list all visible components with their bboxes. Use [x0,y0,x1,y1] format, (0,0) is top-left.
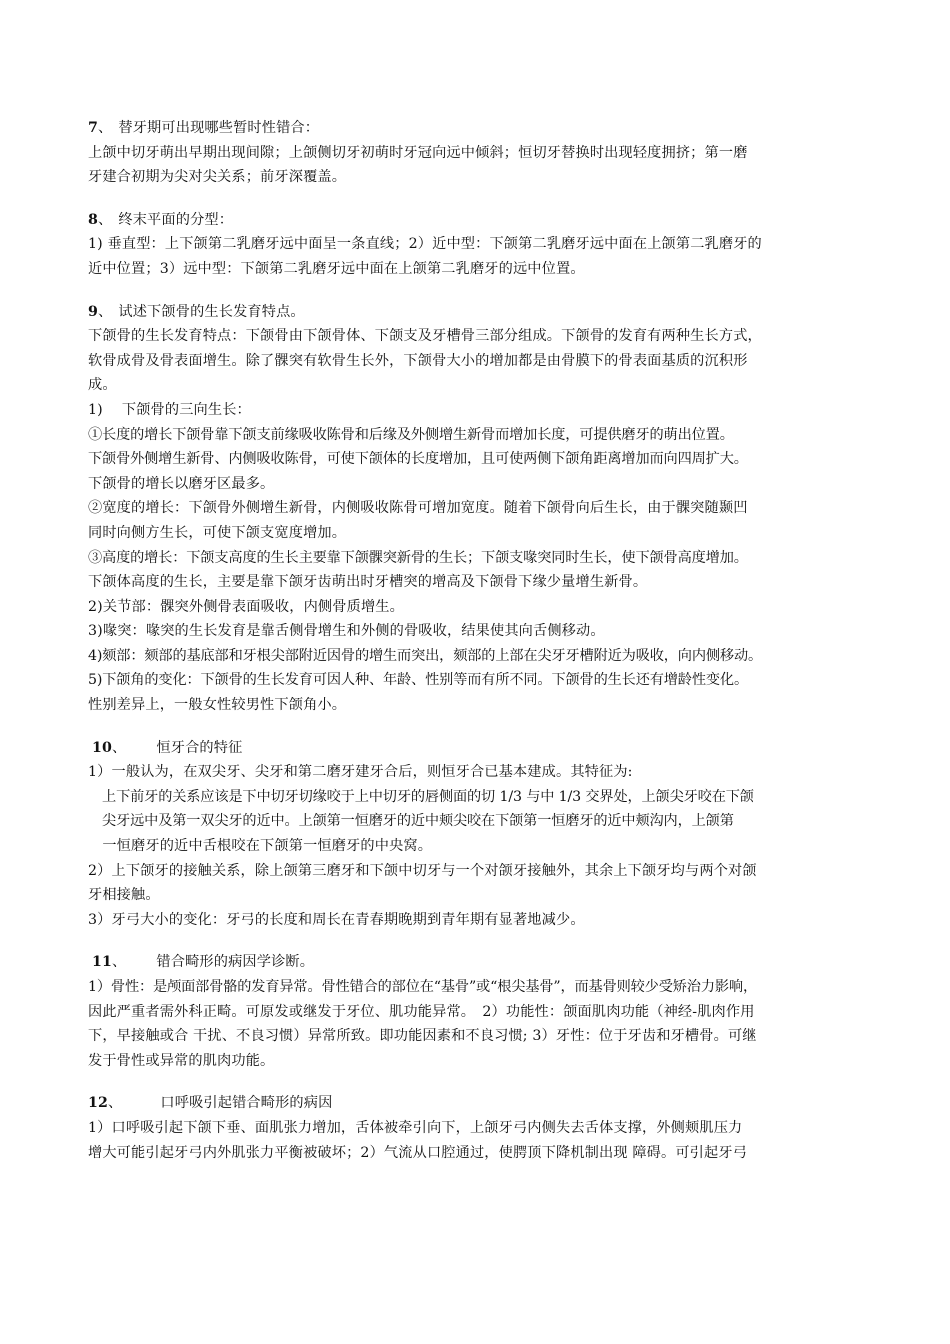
section-number: 8 [88,211,99,228]
section-heading [88,736,868,761]
section-title: 替牙期可出现哪些暂时性错合： [118,120,320,136]
section-number: 9 [88,303,99,320]
text-line: 成。 [88,377,117,394]
text-line: 3)喙突：喙突的生长发育是靠舌侧骨增生和外侧的骨吸收，结果使其向舌侧移动。 [88,623,605,640]
text-line: ③高度的增长：下颌支高度的生长主要靠下颌髁突新骨的生长；下颌支喙突同时生长，使下颌骨高度增加。 [88,549,748,566]
section-title: 恒牙合的特征 [156,739,243,756]
section-11 [88,950,868,1073]
section-title: 终末平面的分型： [118,211,234,228]
text-line: 牙相接触。 [88,887,160,904]
section-heading [88,300,868,325]
text-line: 尖牙远中及第一双尖牙的近中。上颌第一恒磨牙的近中颊尖咬在下颌第一恒磨牙的近中颊沟内，上颌第 [88,813,734,830]
text-line: 上下前牙的关系应该是下中切牙切缘咬于上中切牙的唇侧面的切 1/3 与中 1/3 交界处，上颌尖牙咬在下颌 [88,788,754,805]
text-line: 下颌骨外侧增生新骨、内侧吸收陈骨，可使下颌体的长度增加，且可使两侧下颌角距离增加而向四周扩大。 [88,451,748,468]
text-line: 2）上下颌牙的接触关系，除上颌第三磨牙和下颌中切牙与一个对颌牙接触外，其余上下颌牙均与两个对颌 [88,862,757,879]
section-heading [88,950,868,975]
document-page [88,116,868,1183]
section-8 [88,208,868,282]
section-number: 10 [92,739,113,756]
text-line: 下颌骨的增长以磨牙区最多。 [88,475,275,492]
section-10 [88,736,868,933]
section-9 [88,300,868,718]
section-separator: 、 [98,120,113,136]
text-line: 性别差异上，一般女性较男性下颌角小。 [88,697,347,714]
text-line: 4)颏部：颏部的基底部和牙根尖部附近因骨的增生而突出，颏部的上部在尖牙牙槽附近为吸收，向内侧移动。 [88,647,763,664]
text-line: 1) 下颌骨的三向生长： [88,401,251,418]
section-separator: 、 [98,303,113,320]
text-line: 因此严重者需外科正畸。可原发或继发于牙位、肌功能异常。 2）功能性：颌面肌肉功能（神经-肌肉作用 [88,1003,755,1020]
section-separator: 、 [98,211,113,228]
text-line: 上颌中切牙萌出早期出现间隙；上颌侧切牙初萌时牙冠向远中倾斜；恒切牙替换时出现轻度拥挤；第一磨 [88,144,748,161]
section-number: 11 [92,954,113,971]
text-line: 同时向侧方生长，可使下颌支宽度增加。 [88,524,347,541]
section-separator: 、 [112,739,127,756]
text-line: 软骨成骨及骨表面增生。除了髁突有软骨生长外，下颌骨大小的增加都是由骨膜下的骨表面基质的沉积形 [88,352,748,369]
text-line: 下颌体高度的生长，主要是靠下颌牙齿萌出时牙槽突的增高及下颌骨下缘少量增生新骨。 [88,574,648,591]
text-line: 1）一般认为，在双尖牙、尖牙和第二磨牙建牙合后，则恒牙合已基本建成。其特征为: [88,764,633,781]
text-line: 发于骨性或异常的肌肉功能。 [88,1052,275,1069]
text-line: 3）牙弓大小的变化：牙弓的长度和周长在青春期晚期到青年期有显著地减少。 [88,911,585,928]
text-line: 5)下颌角的变化：下颌骨的生长发育可因人种、年龄、性别等而有所不同。下颌骨的生长还有增龄性变化。 [88,672,748,689]
section-separator: 、 [112,954,127,971]
text-line: 1）口呼吸引起下颌下垂、面肌张力增加，舌体被牵引向下，上颌牙弓内侧失去舌体支撑，外侧颊肌压力 [88,1119,743,1136]
text-line: 一恒磨牙的近中舌根咬在下颌第一恒磨牙的中央窝。 [88,838,433,855]
text-line: ①长度的增长下颌骨靠下颌支前缘吸收陈骨和后缘及外侧增生新骨而增加长度，可提供磨牙的萌出位置。 [88,426,734,443]
text-line: 下，早接触或合 干扰、不良习惯）异常所致。即功能因素和不良习惯; 3）牙性：位于牙齿和牙槽骨。可继 [88,1028,757,1045]
section-heading [88,208,868,233]
section-heading [88,1091,868,1116]
section-number: 12 [88,1095,109,1112]
text-line: 1）骨性：是颅面部骨骼的发育异常。骨性错合的部位在“基骨”或“根尖基骨”，而基骨则较少受矫治力影响， [88,979,757,995]
section-12 [88,1091,868,1165]
section-heading [88,116,868,141]
text-line: 牙建合初期为尖对尖关系；前牙深覆盖。 [88,169,347,186]
section-title: 口呼吸引起错合畸形的病因 [160,1095,333,1112]
text-line: 2)关节部：髁突外侧骨表面吸收，内侧骨质增生。 [88,598,404,615]
text-line: 1) 垂直型：上下颌第二乳磨牙远中面呈一条直线；2）近中型：下颌第二乳磨牙远中面在上颌第二乳磨牙的 [88,236,762,253]
section-7 [88,116,868,190]
section-title: 试述下颌骨的生长发育特点。 [118,303,305,320]
text-line: 下颌骨的生长发育特点：下颌骨由下颌骨体、下颌支及牙槽骨三部分组成。下颌骨的发育有两种生长方式， [88,328,762,345]
text-line: ②宽度的增长：下颌骨外侧增生新骨，内侧吸收陈骨可增加宽度。随着下颌骨向后生长，由于髁突随颞凹 [88,500,748,517]
section-number: 7 [88,120,99,136]
section-separator: 、 [108,1095,123,1112]
text-line: 近中位置；3）远中型：下颌第二乳磨牙远中面在上颌第二乳磨牙的远中位置。 [88,260,585,277]
text-line: 增大可能引起牙弓内外肌张力平衡被破坏；2）气流从口腔通过，使腭顶下降机制出现 障碍。可引起牙弓 [88,1144,748,1161]
section-title: 错合畸形的病因学诊断。 [156,954,315,971]
